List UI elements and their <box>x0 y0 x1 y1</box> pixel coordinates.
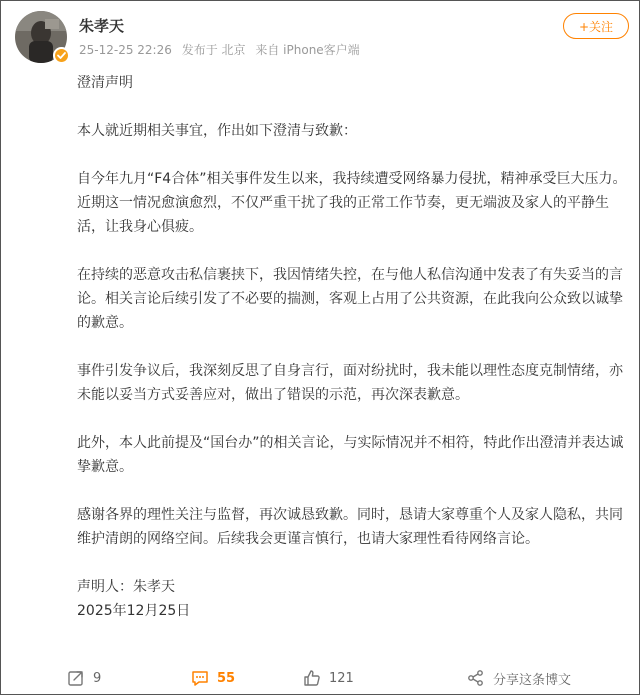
post-paragraph: 自今年九月“F4合体”相关事件发生以来，我持续遭受网络暴力侵扰，精神承受巨大压力。近期这一情况愈演愈烈，不仅严重干扰了我的正常工作节奏，更无端波及家人的平静生活，让我身心俱疲。 <box>77 171 627 235</box>
post-date[interactable]: 25-12-25 22:26 <box>79 43 172 57</box>
like-button[interactable] <box>303 665 354 691</box>
post-paragraph: 本人就近期相关事宜，作出如下澄清与致歉： <box>77 123 357 139</box>
action-bar <box>1 665 640 691</box>
repost-count: 9 <box>93 670 102 686</box>
post-paragraph: 在持续的恶意攻击私信裹挟下，我因情绪失控，在与他人私信沟通中发表了有失妥当的言论。相关言论后续引发了不必要的揣测，客观上占用了公共资源，在此我向公众致以诚挚的歉意。 <box>77 267 623 331</box>
post-title: 澄清声明 <box>77 75 133 91</box>
share-icon <box>467 669 485 687</box>
thumbs-up-icon <box>303 669 321 687</box>
share-label: 分享这条博文 <box>493 672 572 688</box>
repost-button[interactable] <box>67 665 101 691</box>
share-button[interactable] <box>467 665 571 691</box>
post-meta <box>79 41 366 58</box>
follow-button[interactable]: +关注 <box>563 13 629 39</box>
post-content <box>77 71 633 623</box>
post-location: 发布于 北京 <box>181 43 246 57</box>
like-count: 121 <box>329 670 354 686</box>
comment-button[interactable] <box>191 665 235 691</box>
user-name[interactable]: 朱孝天 <box>79 17 125 35</box>
comment-count: 55 <box>217 670 236 686</box>
comment-icon <box>191 669 209 687</box>
repost-icon <box>67 669 85 687</box>
post-sign-date: 2025年12月25日 <box>77 603 191 619</box>
post-paragraph: 此外，本人此前提及“国台办”的相关言论，与实际情况并不相符，特此作出澄清并表达诚挚歉意。 <box>77 435 624 475</box>
verified-badge-icon <box>53 47 70 64</box>
post-header <box>1 1 640 67</box>
avatar[interactable] <box>15 11 69 65</box>
post-device: 来自 iPhone客户端 <box>255 43 360 57</box>
post-paragraph: 事件引发争议后，我深刻反思了自身言行，面对纷扰时，我未能以理性态度克制情绪，亦未能以妥当方式妥善应对，做出了错误的示范，再次深表歉意。 <box>77 363 623 403</box>
post-paragraph: 感谢各界的理性关注与监督，再次诚恳致歉。同时，恳请大家尊重个人及家人隐私，共同维护清朗的网络空间。后续我会更谨言慎行，也请大家理性看待网络言论。 <box>77 507 623 547</box>
post-signature: 声明人：朱孝天 <box>77 579 175 595</box>
